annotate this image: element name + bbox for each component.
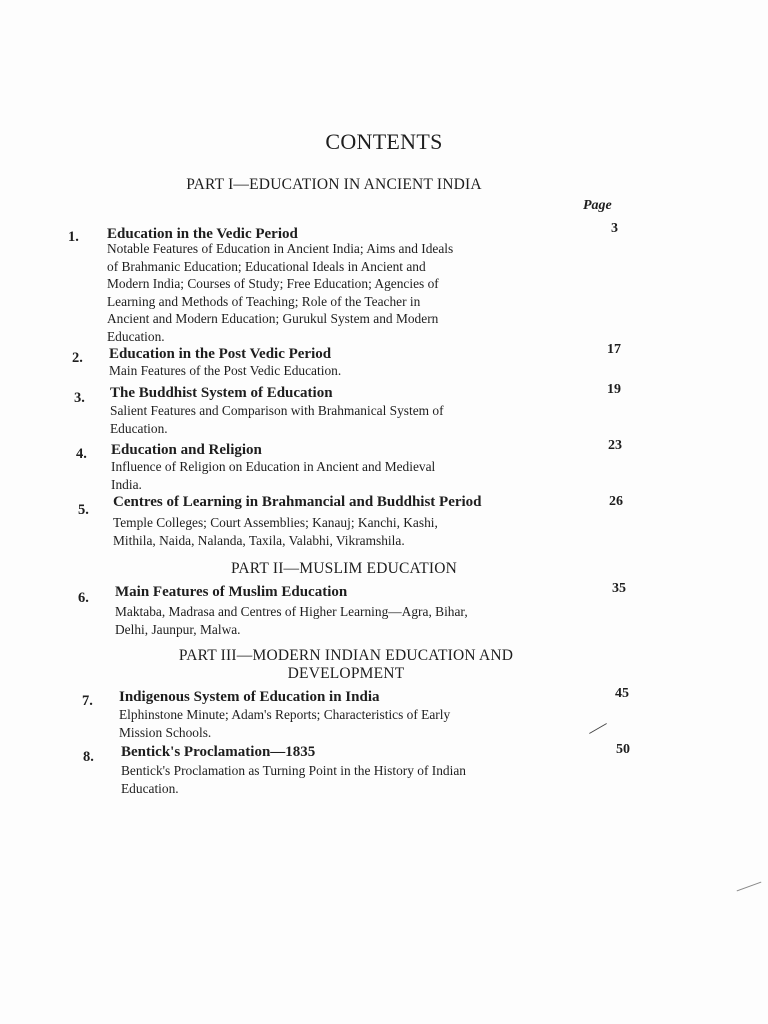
description-line: Education. <box>121 780 179 796</box>
description-line: Delhi, Jaunpur, Malwa. <box>115 621 241 637</box>
entry-description <box>113 514 573 549</box>
description-line: Elphinstone Minute; Adam's Reports; Characteristics of Early <box>119 707 451 722</box>
entry-heading: Indigenous System of Education in India <box>119 689 380 705</box>
entry-heading: Main Features of Muslim Education <box>115 584 348 600</box>
entry-heading: Education and Religion <box>111 442 262 458</box>
description-line: Notable Features of Education in Ancient India; Aims and Ideals <box>107 241 454 256</box>
description-line: Temple Colleges; Court Assemblies; Kanauj; Kanchi, Kashi, <box>113 515 438 530</box>
entry-page-number: 35 <box>612 581 626 596</box>
entry-description <box>119 706 579 741</box>
entry-heading: Bentick's Proclamation—1835 <box>121 744 316 760</box>
description-line: Modern India; Courses of Study; Free Education; Agencies of <box>107 276 439 292</box>
entry-number: 1. <box>68 229 79 245</box>
entry-description <box>107 240 567 346</box>
description-line: Mission Schools. <box>119 724 212 740</box>
description-line: Education. <box>110 420 168 436</box>
part-3-title: PART III—MODERN INDIAN EDUCATION AND <box>178 647 514 664</box>
description-line: Maktaba, Madrasa and Centres of Higher Learning—Agra, Bihar, <box>115 604 468 619</box>
description-line: Education. <box>107 328 165 344</box>
entry-number: 6. <box>78 590 89 606</box>
description-line: India. <box>111 476 142 492</box>
entry-heading: Centres of Learning in Brahmancial and Buddhist Period <box>113 494 482 510</box>
page-column-label: Page <box>583 198 612 213</box>
part-1-title: PART I—EDUCATION IN ANCIENT INDIA <box>186 176 482 193</box>
entry-description <box>109 362 569 380</box>
entry-page-number: 50 <box>616 742 630 757</box>
entry-heading: Education in the Post Vedic Period <box>109 346 332 362</box>
entry-heading: The Buddhist System of Education <box>110 385 333 401</box>
description-line: Mithila, Naida, Nalanda, Taxila, Valabhi, Vikramshila. <box>113 532 405 548</box>
entry-page-number: 23 <box>608 438 622 453</box>
entry-heading: Education in the Vedic Period <box>107 226 298 242</box>
entry-number: 8. <box>83 749 94 765</box>
entry-description <box>121 762 581 797</box>
description-line: Learning and Methods of Teaching; Role of the Teacher in <box>107 293 421 309</box>
entry-page-number: 17 <box>607 342 621 357</box>
part-3-title-continued: DEVELOPMENT <box>287 665 405 682</box>
entry-number: 3. <box>74 390 85 406</box>
entry-page-number: 19 <box>607 382 621 397</box>
entry-description <box>111 458 571 493</box>
part-2-title: PART II—MUSLIM EDUCATION <box>230 560 458 577</box>
description-line: Influence of Religion on Education in Ancient and Medieval <box>111 459 436 474</box>
entry-description <box>110 402 570 437</box>
entry-number: 2. <box>72 350 83 366</box>
description-line: Ancient and Modern Education; Gurukul System and Modern <box>107 311 439 327</box>
entry-number: 7. <box>82 693 93 709</box>
entry-page-number: 3 <box>611 221 618 236</box>
entry-page-number: 26 <box>609 494 623 509</box>
description-line: Main Features of the Post Vedic Education. <box>109 363 342 378</box>
description-line: of Brahmanic Education; Educational Ideals in Ancient and <box>107 258 426 274</box>
entry-number: 4. <box>76 446 87 462</box>
page-edge-mark <box>737 882 762 892</box>
pen-mark <box>589 723 607 734</box>
description-line: Salient Features and Comparison with Brahmanical System of <box>110 403 444 418</box>
entry-number: 5. <box>78 502 89 518</box>
entry-page-number: 45 <box>615 686 629 701</box>
entry-description <box>115 603 575 638</box>
page-title: CONTENTS <box>325 129 443 154</box>
description-line: Bentick's Proclamation as Turning Point in the History of Indian <box>121 763 466 778</box>
